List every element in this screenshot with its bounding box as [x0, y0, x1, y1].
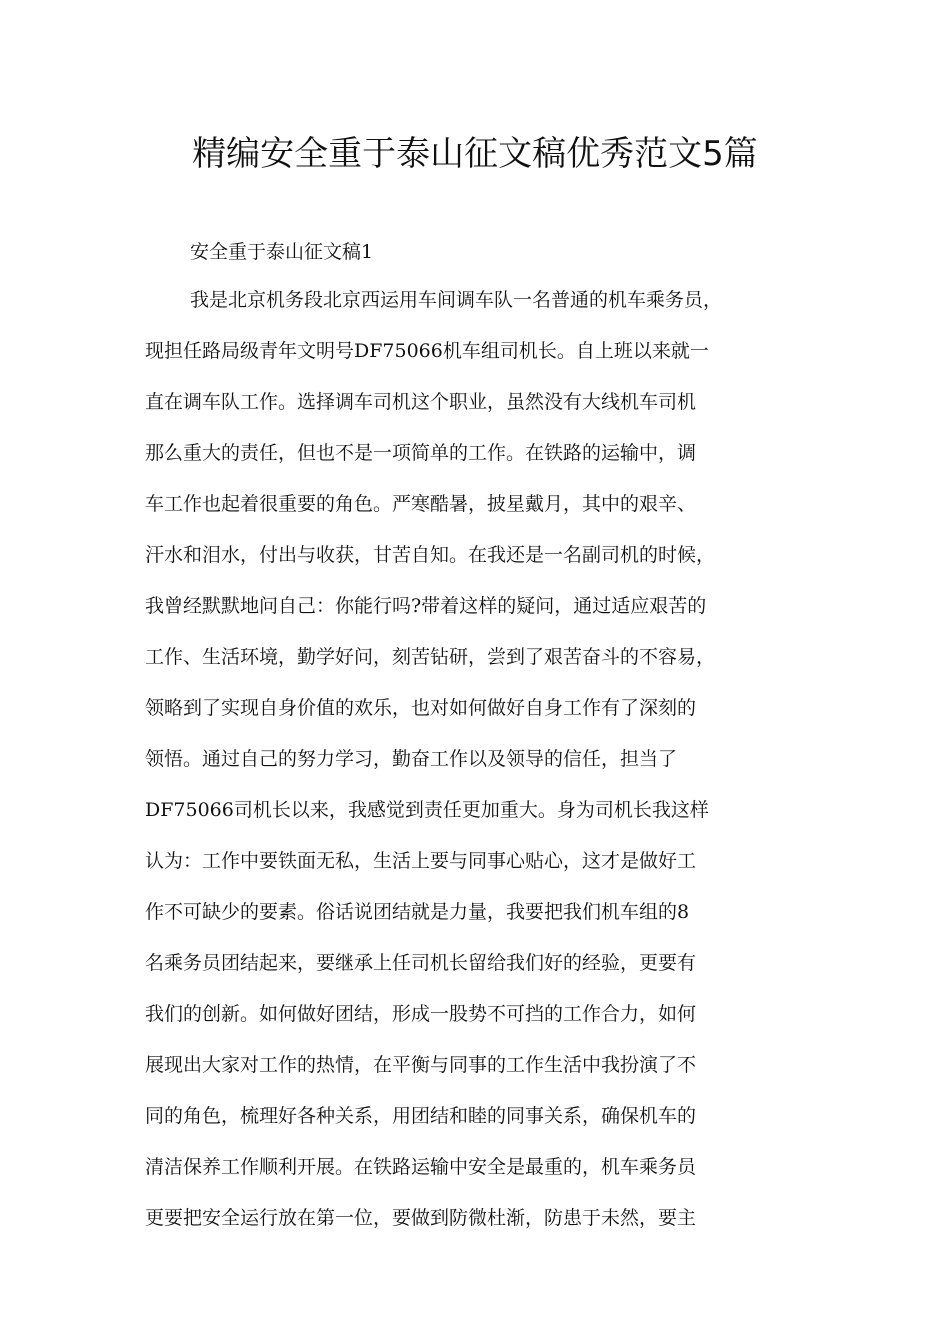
paragraph-line: 清洁保养工作顺利开展。在铁路运输中安全是最重的，机车乘务员: [145, 1156, 697, 1178]
paragraph-line: 更要把安全运行放在第一位，要做到防微杜渐，防患于未然，要主: [145, 1207, 697, 1229]
paragraph-line: 工作、生活环境，勤学好问，刻苦钻研，尝到了艰苦奋斗的不容易，: [145, 646, 716, 668]
document-title: 精编安全重于泰山征文稿优秀范文5篇: [192, 134, 758, 174]
paragraph-line: 我们的创新。如何做好团结，形成一股势不可挡的工作合力，如何: [145, 1003, 697, 1025]
paragraph-line: 认为：工作中要铁面无私，生活上要与同事心贴心，这才是做好工: [145, 850, 697, 872]
paragraph-line: 名乘务员团结起来，要继承上任司机长留给我们好的经验，更要有: [145, 952, 697, 974]
section-heading: 安全重于泰山征文稿1: [190, 241, 374, 263]
paragraph-line: 领悟。通过自己的努力学习，勤奋工作以及领导的信任，担当了: [145, 748, 678, 770]
paragraph-line: 现担任路局级青年文明号DF75066机车组司机长。自上班以来就一: [145, 340, 709, 362]
paragraph-line: 同的角色，梳理好各种关系，用团结和睦的同事关系，确保机车的: [145, 1105, 697, 1127]
paragraph-line: 我曾经默默地问自己：你能行吗?带着这样的疑问，通过适应艰苦的: [145, 595, 707, 617]
paragraph-line: DF75066司机长以来，我感觉到责任更加重大。身为司机长我这样: [145, 799, 709, 821]
paragraph-line: 展现出大家对工作的热情，在平衡与同事的工作生活中我扮演了不: [145, 1054, 697, 1076]
body-paragraph: [145, 284, 825, 1253]
paragraph-line: 汗水和泪水，付出与收获，甘苦自知。在我还是一名副司机的时候，: [145, 544, 716, 566]
paragraph-line: 那么重大的责任，但也不是一项简单的工作。在铁路的运输中，调: [145, 442, 697, 464]
paragraph-line: 车工作也起着很重要的角色。严寒酷暑，披星戴月，其中的艰辛、: [145, 493, 697, 515]
paragraph-line: 领略到了实现自身价值的欢乐，也对如何做好自身工作有了深刻的: [145, 697, 697, 719]
paragraph-line: 直在调车队工作。选择调车司机这个职业，虽然没有大线机车司机: [145, 391, 697, 413]
paragraph-line: 作不可缺少的要素。俗话说团结就是力量，我要把我们机车组的8: [145, 901, 690, 923]
paragraph-line: 我是北京机务段北京西运用车间调车队一名普通的机车乘务员，: [190, 289, 723, 311]
